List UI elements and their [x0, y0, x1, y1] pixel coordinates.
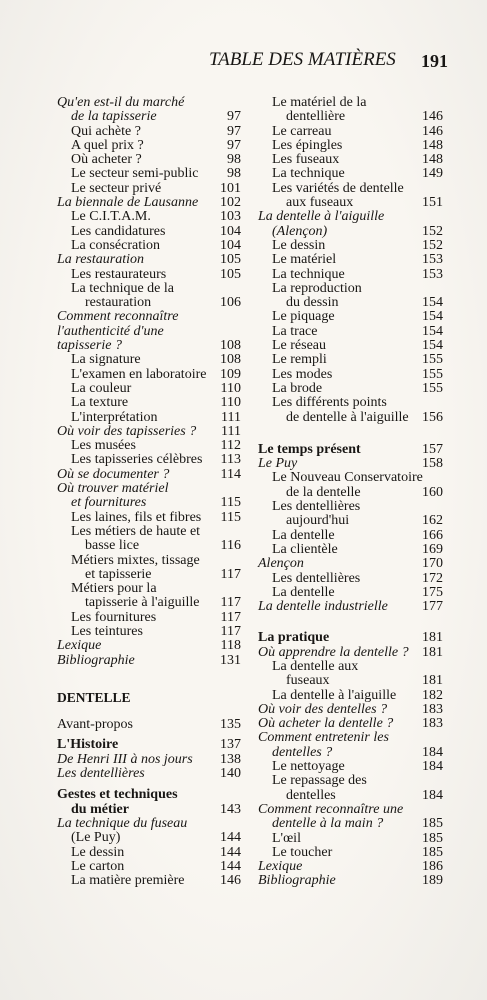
toc-page-number: 154: [422, 338, 443, 354]
toc-page-number: 186: [422, 859, 443, 875]
toc-entry-title: Les différents points: [272, 395, 387, 411]
toc-page-number: 155: [422, 352, 443, 368]
toc-page-number: 185: [422, 816, 443, 832]
toc-entry-title: La technique du fuseau: [57, 815, 188, 831]
toc-entry: [258, 689, 443, 703]
toc-entry: [57, 253, 241, 267]
toc-entry-title: A quel prix ?: [71, 137, 144, 153]
toc-entry-title: Le rempli: [272, 352, 327, 368]
toc-page-number: 110: [220, 395, 241, 411]
toc-entry-title: Le temps présent: [258, 441, 361, 457]
toc-page-number: 111: [221, 409, 241, 425]
toc-entry: [258, 282, 443, 311]
toc-entry: [258, 457, 443, 471]
toc-entry-title: Comment reconnaître: [57, 309, 179, 325]
toc-entry: [258, 268, 443, 282]
toc-entry-title: La dentelle aux: [272, 658, 359, 674]
toc-entry: [258, 471, 443, 500]
toc-entry: [57, 738, 241, 752]
toc-entry-title-continued: fuseaux: [286, 673, 330, 689]
toc-entry: [57, 282, 241, 311]
toc-entry: [258, 443, 443, 457]
toc-entry-title: Qu'en est-il du marché: [57, 95, 185, 110]
toc-entry-title: Comment reconnaître une: [258, 801, 404, 817]
toc-entry-title-continued: et fournitures: [71, 495, 147, 511]
toc-entry: [258, 760, 443, 774]
toc-entry-title: La reproduction: [272, 280, 362, 296]
toc-page-number: 181: [422, 644, 443, 660]
toc-page-number: 153: [422, 252, 443, 268]
toc-entry: [258, 803, 443, 832]
toc-entry-title: De Henri III à nos jours: [57, 751, 193, 767]
toc-entry-title: Où trouver matériel: [57, 481, 169, 497]
toc-entry: [258, 368, 443, 382]
toc-entry: [258, 572, 443, 586]
toc-entry-title: La couleur: [71, 380, 132, 396]
toc-entry-title: Comment entretenir les: [258, 730, 389, 746]
toc-column-left: [57, 96, 241, 888]
toc-page-number: 155: [422, 366, 443, 382]
toc-page-number: 158: [422, 456, 443, 472]
toc-entry-title: Le repassage des: [272, 773, 367, 789]
toc-entry-title: Le toucher: [272, 844, 333, 860]
toc-entry: [258, 846, 443, 860]
toc-entry: [258, 500, 443, 529]
toc-entry: [258, 182, 443, 211]
toc-entry-title: La dentelle: [272, 584, 335, 600]
toc-entry-title: La dentelle industrielle: [258, 599, 388, 615]
toc-entry-title-continued: de la dentelle: [286, 484, 361, 500]
toc-entry-title-continued: dentelle à la main ?: [272, 816, 384, 832]
toc-entry-title: Le piquage: [272, 309, 335, 325]
page-number: 191: [421, 51, 448, 71]
toc-entry-title: Les modes: [272, 366, 333, 382]
toc-entry: [258, 339, 443, 353]
toc-page-number: 185: [422, 830, 443, 846]
toc-page-number: 117: [220, 623, 241, 639]
toc-page-number: 108: [220, 338, 241, 354]
toc-entry-title: Les candidatures: [71, 223, 166, 239]
toc-entry: [258, 96, 443, 125]
toc-entry-title: La technique de la: [71, 280, 175, 296]
toc-page-number: 117: [220, 609, 241, 625]
toc-page-number: 108: [220, 352, 241, 368]
toc-entry-title: Le C.I.T.A.M.: [71, 209, 151, 225]
toc-page-number: 109: [220, 366, 241, 382]
toc-page-number: 97: [227, 123, 241, 139]
toc-entry: [258, 631, 443, 645]
toc-entry: [258, 557, 443, 571]
toc-entry-title-continued: dentelles: [286, 787, 336, 803]
toc-entry-title: Métiers pour la: [71, 581, 157, 597]
toc-entry-title: Les fournitures: [71, 609, 157, 625]
toc-entry: [258, 586, 443, 600]
toc-entry: [57, 511, 241, 525]
toc-page-number: 184: [422, 759, 443, 775]
toc-entry-title: Lexique: [258, 859, 303, 875]
toc-page-number: 153: [422, 266, 443, 282]
toc-page-number: 115: [220, 509, 241, 525]
toc-entry-title: Les fuseaux: [272, 152, 340, 168]
toc-entry-title: Bibliographie: [57, 652, 135, 668]
toc-entry: [57, 718, 241, 732]
toc-entry-title-continued: aux fuseaux: [286, 195, 354, 211]
toc-entry: [57, 846, 241, 860]
toc-entry: [57, 468, 241, 482]
toc-entry: [57, 411, 241, 425]
toc-page-number: 103: [220, 209, 241, 225]
toc-page-number: 110: [220, 380, 241, 396]
toc-entry: [57, 125, 241, 139]
toc-entry: [258, 660, 443, 689]
toc-entry: [57, 753, 241, 767]
toc-entry: [57, 382, 241, 396]
toc-page-number: 181: [422, 673, 443, 689]
toc-entry-title-continued: restauration: [85, 295, 152, 311]
toc-entry-title: Bibliographie: [258, 873, 336, 889]
toc-entry: [57, 453, 241, 467]
toc-entry: [258, 353, 443, 367]
toc-entry: [57, 196, 241, 210]
toc-entry: [57, 96, 241, 125]
toc-entry-title: L'œil: [272, 830, 301, 846]
toc-entry: [258, 600, 443, 614]
toc-entry: [258, 153, 443, 167]
toc-entry-title: Qui achète ?: [71, 123, 141, 139]
toc-page-number: 189: [422, 873, 443, 889]
toc-entry-title: La signature: [71, 352, 141, 368]
toc-entry-title: Les dentellières: [57, 766, 145, 782]
toc-entry-title: Le Nouveau Conservatoire: [272, 470, 423, 486]
toc-page-number: 154: [422, 323, 443, 339]
toc-page-number: 97: [227, 109, 241, 125]
toc-page-number: 170: [422, 556, 443, 572]
toc-entry: [258, 646, 443, 660]
toc-page-number: 183: [422, 701, 443, 717]
toc-entry: [258, 125, 443, 139]
toc-entry-title-continued: dentelles ?: [272, 744, 333, 760]
toc-entry: [258, 239, 443, 253]
toc-entry: [57, 167, 241, 181]
toc-page-number: 131: [220, 652, 241, 668]
toc-entry-title: La biennale de Lausanne: [57, 195, 199, 211]
toc-page-number: 154: [422, 309, 443, 325]
toc-entry-title: Le dessin: [272, 237, 326, 253]
toc-page-number: 184: [422, 787, 443, 803]
toc-page-number: 144: [220, 858, 241, 874]
toc-entry-title: Le secteur semi-public: [71, 166, 199, 182]
toc-page-number: 175: [422, 584, 443, 600]
toc-entry-title: La texture: [71, 395, 129, 411]
toc-page-number: 148: [422, 137, 443, 153]
toc-entry-title: Le matériel de la: [272, 95, 367, 110]
toc-entry-title: Les métiers de haute et: [71, 523, 201, 539]
toc-entry-title-continued: dentellière: [286, 109, 346, 125]
toc-page-number: 104: [220, 237, 241, 253]
running-head-title: TABLE DES MATIÈRES: [209, 49, 396, 70]
toc-page-number: 105: [220, 252, 241, 268]
toc-entry-title-continued: tapisserie à l'aiguille: [85, 595, 200, 611]
toc-entry-title: La pratique: [258, 630, 330, 646]
toc-entry: [57, 654, 241, 668]
toc-entry: [57, 153, 241, 167]
toc-entry: [258, 253, 443, 267]
toc-entry-title: Où voir des dentelles ?: [258, 701, 388, 717]
toc-page-number: 183: [422, 716, 443, 732]
section-heading: DENTELLE: [57, 689, 131, 705]
toc-entry-title: Alençon: [258, 556, 304, 572]
toc-page-number: 146: [422, 109, 443, 125]
toc-entry: [258, 543, 443, 557]
toc-page-number: 117: [220, 595, 241, 611]
toc-page-number: 106: [220, 295, 241, 311]
toc-entry: [57, 625, 241, 639]
toc-entry: [258, 703, 443, 717]
toc-entry-title-continued: et tapisserie: [85, 566, 152, 582]
toc-entry-title: La trace: [272, 323, 318, 339]
toc-page-number: 140: [220, 766, 241, 782]
toc-entry: [258, 860, 443, 874]
toc-page-number: 144: [220, 844, 241, 860]
toc-entry-title: Avant-propos: [57, 717, 133, 733]
toc-entry: [57, 611, 241, 625]
toc-entry: [57, 396, 241, 410]
toc-page-number: 157: [422, 441, 443, 457]
toc-entry-title: Les restaurateurs: [71, 266, 167, 282]
toc-page-number: 102: [220, 195, 241, 211]
toc-page-number: 143: [220, 801, 241, 817]
toc-page-number: 152: [422, 237, 443, 253]
toc-entry: [57, 310, 241, 353]
toc-entry-title: Lexique: [57, 638, 102, 654]
toc-entry: [258, 167, 443, 181]
toc-entry-title-continued: du dessin: [286, 295, 339, 311]
toc-entry-title-continued: aujourd'hui: [286, 513, 350, 529]
toc-entry: [258, 731, 443, 760]
toc-entry-title: Les laines, fils et fibres: [71, 509, 202, 525]
toc-entry-title: Le nettoyage: [272, 759, 345, 775]
toc-entry-title: L'Histoire: [57, 737, 119, 753]
toc-page-number: 169: [422, 541, 443, 557]
toc-page-number: 151: [422, 195, 443, 211]
toc-entry: [57, 353, 241, 367]
toc-entry-title-continued: (Alençon): [272, 223, 328, 239]
toc-page-number: 144: [220, 830, 241, 846]
toc-page-number: 177: [422, 599, 443, 615]
toc-entry-title: La clientèle: [272, 541, 338, 557]
toc-entry-title: Les dentellières: [272, 570, 361, 586]
toc-page-number: 118: [220, 638, 241, 654]
toc-page-number: 98: [227, 152, 241, 168]
toc-page-number: 146: [422, 123, 443, 139]
toc-page-number: 135: [220, 717, 241, 733]
toc-page-number: 184: [422, 744, 443, 760]
toc-entry-title: Où acheter la dentelle ?: [258, 716, 394, 732]
toc-entry: [57, 817, 241, 846]
toc-entry-title: La matière première: [71, 873, 185, 889]
toc-entry-title: Où apprendre la dentelle ?: [258, 644, 409, 660]
toc-page-number: 116: [220, 538, 241, 554]
toc-entry-title: Le secteur privé: [71, 180, 162, 196]
toc-entry: [258, 832, 443, 846]
toc-entry-title: Les variétés de dentelle: [272, 180, 404, 196]
toc-page-number: 98: [227, 166, 241, 182]
toc-entry: [57, 767, 241, 781]
toc-page-number: 182: [422, 687, 443, 703]
toc-entry-title-continued: de dentelle à l'aiguille: [286, 409, 409, 425]
toc-page-number: 148: [422, 152, 443, 168]
toc-page-number: 104: [220, 223, 241, 239]
toc-entry: [57, 139, 241, 153]
toc-entry-title: Où se documenter ?: [57, 466, 170, 482]
toc-entry: [57, 225, 241, 239]
toc-page-number: 117: [220, 566, 241, 582]
toc-entry-title-continued: l'authenticité d'une: [57, 323, 164, 339]
toc-entry-title: Où acheter ?: [71, 152, 142, 168]
toc-entry: [57, 554, 241, 583]
toc-page-number: 115: [220, 495, 241, 511]
toc-page-number: 112: [220, 438, 241, 454]
toc-column-right: [258, 96, 443, 889]
toc-page-number: 185: [422, 844, 443, 860]
toc-entry-title-continued: du métier: [71, 801, 129, 817]
toc-entry-title: Métiers mixtes, tissage: [71, 552, 200, 568]
toc-entry-title: La consécration: [71, 237, 161, 253]
toc-page-number: 172: [422, 570, 443, 586]
toc-entry-title: L'interprétation: [71, 409, 158, 425]
toc-page-number: 146: [220, 873, 241, 889]
toc-entry-title: Les teintures: [71, 623, 143, 639]
toc-entry-title: La technique: [272, 166, 345, 182]
toc-entry-title: La dentelle à l'aiguille: [272, 687, 397, 703]
toc-entry: [57, 639, 241, 653]
toc-entry: [57, 210, 241, 224]
toc-entry-title: Les musées: [71, 438, 136, 454]
toc-entry-title: La dentelle à l'aiguille: [258, 209, 385, 225]
toc-page-number: 181: [422, 630, 443, 646]
toc-entry-title: Où voir des tapisseries ?: [57, 423, 197, 439]
toc-page-number: 101: [220, 180, 241, 196]
toc-entry: [258, 717, 443, 731]
toc-entry: [258, 210, 443, 239]
toc-entry-title: Gestes et techniques: [57, 787, 178, 803]
toc-page-number: 113: [220, 452, 241, 468]
toc-page-number: 156: [422, 409, 443, 425]
toc-entry-title: Le matériel: [272, 252, 337, 268]
toc-page-number: 114: [220, 466, 241, 482]
toc-entry-title-continued: tapisserie ?: [57, 338, 122, 354]
toc-entry: [258, 396, 443, 425]
toc-page-number: 111: [221, 423, 241, 439]
toc-entry-title-continued: (Le Puy): [71, 830, 121, 846]
toc-page-number: 152: [422, 223, 443, 239]
toc-entry-title: Le Puy: [258, 456, 298, 472]
toc-page-number: 155: [422, 380, 443, 396]
toc-page-number: 166: [422, 527, 443, 543]
toc-entry-title: La brode: [272, 380, 323, 396]
toc-entry-title: La technique: [272, 266, 345, 282]
toc-entry-title: La restauration: [57, 252, 144, 268]
toc-entry: [57, 239, 241, 253]
toc-page-number: 97: [227, 137, 241, 153]
toc-entry: [258, 139, 443, 153]
toc-page-number: 149: [422, 166, 443, 182]
toc-entry-title: La dentelle: [272, 527, 335, 543]
toc-entry: [258, 310, 443, 324]
toc-entry-title: Les tapisseries célèbres: [71, 452, 203, 468]
toc-entry: [57, 525, 241, 554]
toc-page-number: 162: [422, 513, 443, 529]
toc-page-number: 137: [220, 737, 241, 753]
toc-entry-title: Les dentellières: [272, 499, 361, 515]
toc-entry: [57, 425, 241, 439]
toc-entry-title: Le carreau: [272, 123, 332, 139]
toc-entry: [57, 874, 241, 888]
toc-entry-title: Le carton: [71, 858, 125, 874]
toc-page-number: 105: [220, 266, 241, 282]
toc-entry: [258, 874, 443, 888]
toc-entry: [57, 439, 241, 453]
toc-entry: [57, 788, 241, 817]
toc-entry: [57, 268, 241, 282]
toc-entry: [258, 325, 443, 339]
toc-page-number: 138: [220, 751, 241, 767]
toc-entry: [57, 482, 241, 511]
toc-entry-title: L'examen en laboratoire: [71, 366, 207, 382]
toc-entry: [258, 774, 443, 803]
toc-entry-title: Les épingles: [272, 137, 343, 153]
toc-entry-title: Le réseau: [272, 338, 327, 354]
toc-page-number: 154: [422, 295, 443, 311]
toc-entry-title-continued: basse lice: [85, 538, 140, 554]
toc-entry: [57, 582, 241, 611]
toc-entry-title: Le dessin: [71, 844, 125, 860]
toc-entry: [57, 182, 241, 196]
toc-entry: [258, 529, 443, 543]
toc-page-number: 160: [422, 484, 443, 500]
toc-entry: [57, 860, 241, 874]
toc-entry-title-continued: de la tapisserie: [71, 109, 157, 125]
toc-entry: [258, 382, 443, 396]
toc-entry: [57, 368, 241, 382]
